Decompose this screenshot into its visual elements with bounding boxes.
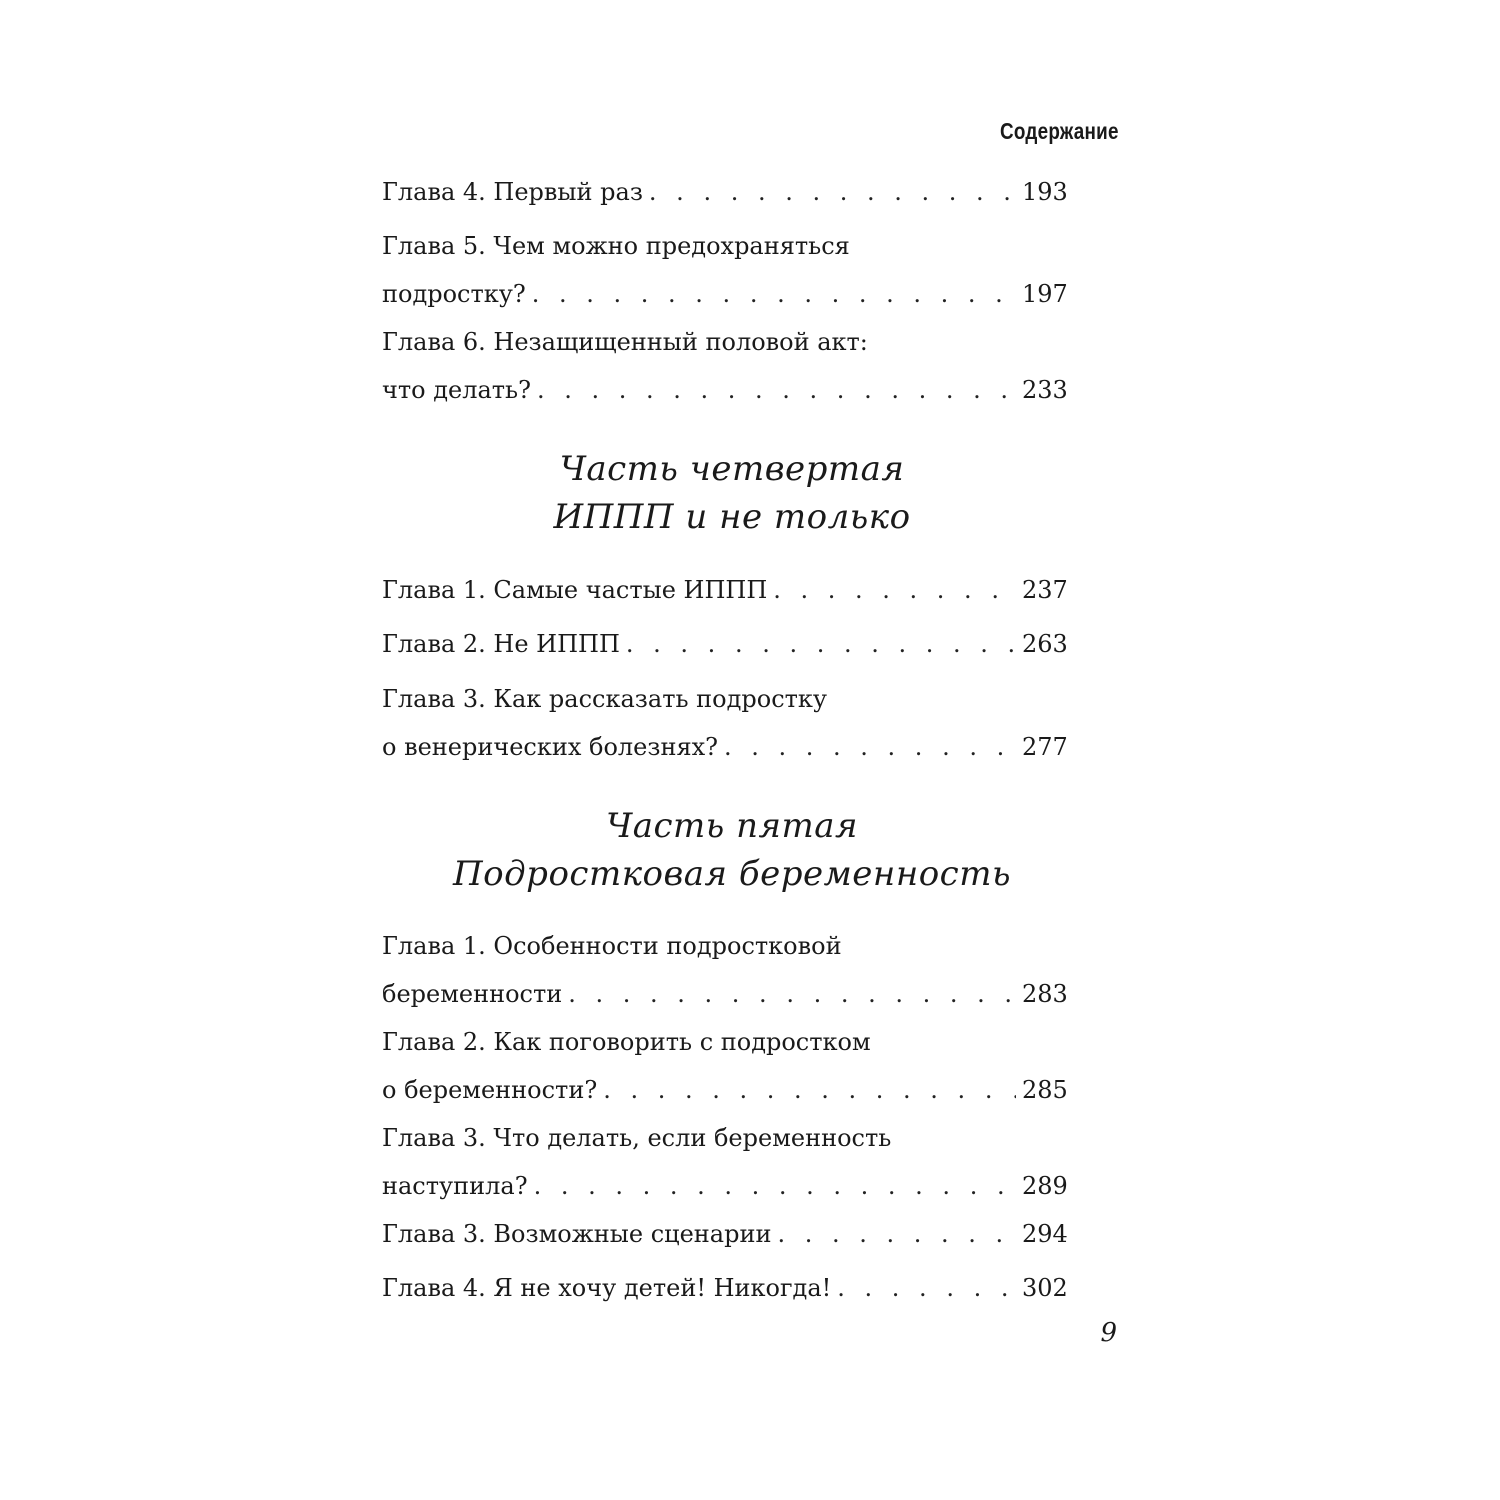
toc-entry [382,1114,1068,1210]
toc-entry-title: Глава 2. Не ИППП [382,630,620,658]
part-heading [382,445,1082,541]
toc-page-number: 193 [1022,178,1068,206]
toc-page-number: 289 [1022,1172,1068,1200]
toc-entry [382,566,1068,614]
toc-page-number: 294 [1022,1220,1068,1248]
toc-entry-title: Глава 3. Как рассказать подростку [382,685,828,713]
toc-entry-title: Глава 1. Особенности подростковой [382,932,842,960]
toc-entry-title-cont: беременности [382,980,563,1008]
toc-entry [382,675,1068,771]
toc-entry-title-cont: подростку? [382,280,526,308]
toc-entry-title-cont: что делать? [382,376,531,404]
toc-entry [382,922,1068,1018]
dot-leader [649,168,1016,216]
toc-entry-title-cont: о беременности? [382,1076,598,1104]
dot-leader [532,270,1016,318]
toc-entry [382,168,1068,216]
part-label: Часть четвертая [559,449,905,489]
dot-leader [537,366,1016,414]
toc-page-number: 283 [1022,980,1068,1008]
toc-page-number: 197 [1022,280,1068,308]
toc-entry [382,1264,1068,1312]
toc-entry-title: Глава 2. Как поговорить с подростком [382,1028,871,1056]
toc-entry-title: Глава 3. Что делать, если беременность [382,1124,892,1152]
toc-entry-title-cont: о венерических болезнях? [382,733,718,761]
dot-leader [626,620,1016,668]
page-number: 9 [1100,1318,1117,1348]
part-label: Часть пятая [605,806,859,846]
toc-entry-title: Глава 1. Самые частые ИППП [382,576,768,604]
dot-leader [777,1210,1016,1258]
dot-leader [568,970,1016,1018]
toc-page-number: 285 [1022,1076,1068,1104]
dot-leader [773,566,1016,614]
dot-leader [534,1162,1016,1210]
running-head: Содержание [1000,118,1119,144]
toc-entry-title: Глава 4. Первый раз [382,178,643,206]
toc-entry-title: Глава 5. Чем можно предохраняться [382,232,850,260]
toc-page-number: 237 [1022,576,1068,604]
dot-leader [603,1066,1016,1114]
toc-entry [382,222,1068,318]
part-title: Подростковая беременность [453,854,1011,894]
toc-entry-title: Глава 4. Я не хочу детей! Никогда! [382,1274,832,1302]
toc-page-number: 277 [1022,733,1068,761]
dot-leader [837,1264,1016,1312]
toc-entry [382,1210,1068,1258]
toc-entry-title: Глава 6. Незащищенный половой акт: [382,328,868,356]
part-title: ИППП и не только [553,497,911,537]
toc-page-number: 263 [1022,630,1068,658]
toc-page-number: 233 [1022,376,1068,404]
toc-entry [382,1018,1068,1114]
toc-page-number: 302 [1022,1274,1068,1302]
toc-entry [382,620,1068,668]
part-heading [382,802,1082,898]
dot-leader [724,723,1016,771]
toc-entry-title-cont: наступила? [382,1172,528,1200]
toc-entry [382,318,1068,414]
toc-entry-title: Глава 3. Возможные сценарии [382,1220,772,1248]
